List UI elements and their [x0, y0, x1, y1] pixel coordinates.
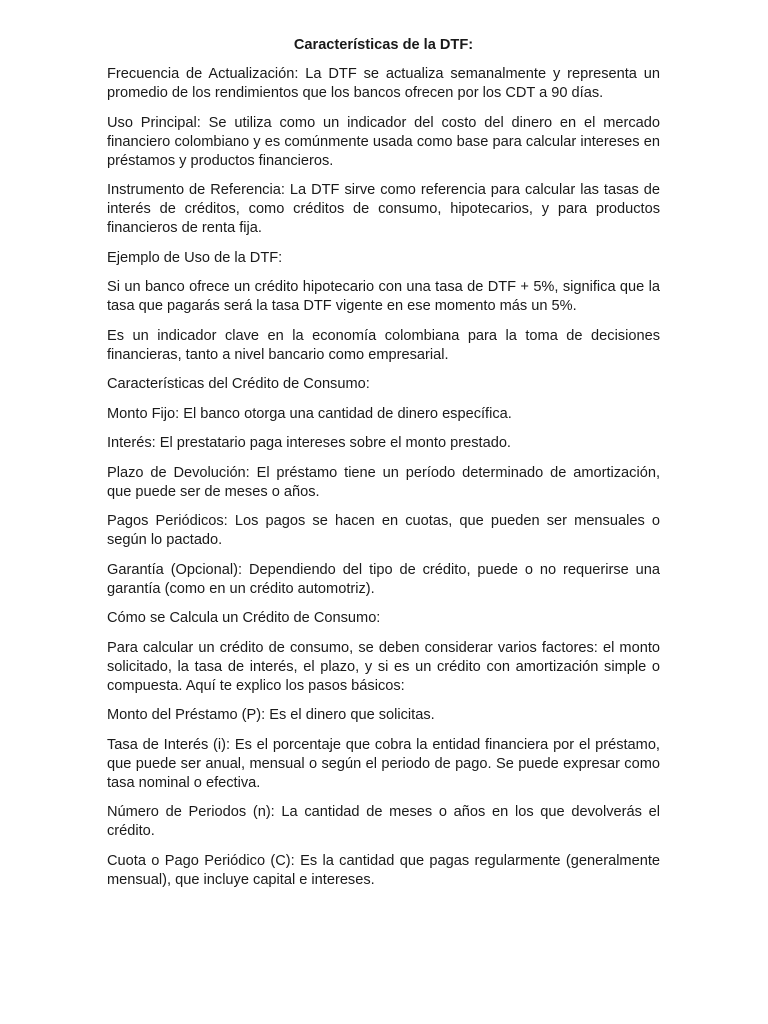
paragraph-periodic-payments: Pagos Periódicos: Los pagos se hacen en cuotas, que pueden ser mensuales o según lo pactado.	[107, 513, 660, 548]
paragraph-interest: Interés: El prestatario paga intereses sobre el monto prestado.	[107, 435, 511, 451]
paragraph-interest-rate: Tasa de Interés (i): Es el porcentaje que cobra la entidad financiera por el préstamo, que puede ser anual, mensual o según el periodo de pago. Se puede expresar como tasa nominal o efectiva.	[107, 736, 660, 791]
paragraph-dtf-main-use: Uso Principal: Se utiliza como un indicador del costo del dinero en el mercado financiero colombiano y es comúnmente usada como base para calcular intereses en préstamos y productos financieros.	[107, 114, 660, 169]
document-title: Características de la DTF:	[293, 37, 474, 53]
paragraph-fixed-amount: Monto Fijo: El banco otorga una cantidad de dinero específica.	[107, 405, 512, 422]
paragraph-loan-amount: Monto del Préstamo (P): Es el dinero que solicitas.	[107, 707, 435, 723]
paragraph-number-of-periods: Número de Periodos (n): La cantidad de meses o años en los que devolverás el crédito.	[107, 804, 660, 839]
paragraph-dtf-example-heading: Ejemplo de Uso de la DTF:	[107, 249, 283, 266]
paragraph-calculation-heading: Cómo se Calcula un Crédito de Consumo:	[107, 610, 381, 626]
paragraph-calculation-intro: Para calcular un crédito de consumo, se deben considerar varios factores: el monto solicitado, la tasa de interés, el plazo, y si es un crédito con amortización simple o compuesta. Aquí te explico los pasos básicos:	[107, 639, 660, 694]
paragraph-dtf-key-indicator: Es un indicador clave en la economía colombiana para la toma de decisiones financieras, tanto a nivel bancario como empresarial.	[107, 327, 660, 363]
document-page	[107, 36, 660, 900]
paragraph-guarantee: Garantía (Opcional): Dependiendo del tipo de crédito, puede o no requerirse una garantía (como en un crédito automotriz).	[107, 561, 660, 597]
paragraph-consumer-credit-heading: Características del Crédito de Consumo:	[107, 376, 370, 392]
paragraph-repayment-term: Plazo de Devolución: El préstamo tiene un período determinado de amortización, que puede ser de meses o años.	[107, 464, 660, 500]
paragraph-dtf-update-frequency: Frecuencia de Actualización: La DTF se actualiza semanalmente y representa un promedio de los rendimientos que los bancos ofrecen por los CDT a 90 días.	[107, 66, 660, 101]
paragraph-dtf-example: Si un banco ofrece un crédito hipotecario con una tasa de DTF + 5%, significa que la tasa que pagarás será la tasa DTF vigente en ese momento más un 5%.	[107, 279, 660, 314]
paragraph-periodic-installment: Cuota o Pago Periódico (C): Es la cantidad que pagas regularmente (generalmente mensual), que incluye capital e intereses.	[107, 852, 660, 888]
paragraph-dtf-reference-instrument: Instrumento de Referencia: La DTF sirve como referencia para calcular las tasas de interés de créditos, como créditos de consumo, hipotecarios, y para productos financieros de renta fija.	[107, 182, 660, 236]
